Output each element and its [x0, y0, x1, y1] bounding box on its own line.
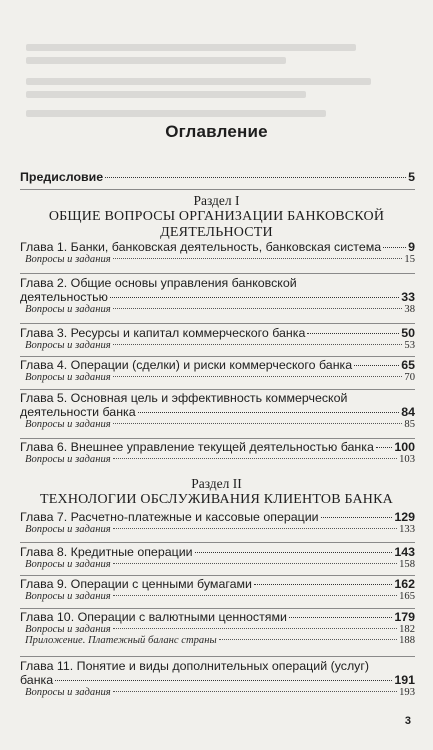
chapter-label: Глава 6. Внешнее управление текущей деятельностью банка	[20, 440, 374, 454]
chapter-page: 143	[394, 545, 415, 559]
chapter-page: 129	[394, 510, 415, 524]
sub-label: Вопросы и задания	[25, 524, 111, 535]
divider	[20, 356, 415, 357]
chapter-label-line1: Глава 2. Общие основы управления банковской	[20, 276, 297, 290]
sub-page: 165	[399, 591, 415, 602]
sub-page: 15	[404, 254, 415, 265]
leader-dots	[219, 639, 397, 640]
toc-chapter[interactable]	[20, 326, 415, 351]
section-heading	[0, 476, 433, 508]
chapter-page: 65	[401, 358, 415, 372]
preface-label: Предисловие	[20, 170, 104, 184]
chapter-page: 100	[394, 440, 415, 454]
chapter-label-line2: банка	[20, 673, 54, 687]
sub-page: 133	[399, 524, 415, 535]
section-name-line1: ТЕХНОЛОГИИ ОБСЛУЖИВАНИЯ КЛИЕНТОВ БАНКА	[40, 492, 393, 507]
divider	[20, 542, 415, 543]
toc-chapter[interactable]	[20, 545, 415, 570]
leader-dots	[195, 552, 393, 553]
leader-dots	[354, 365, 399, 366]
page-number: 3	[404, 715, 411, 727]
section-name-line2: ДЕЯТЕЛЬНОСТИ	[160, 225, 273, 240]
sub-page: 85	[404, 419, 415, 430]
chapter-page: 84	[401, 405, 415, 419]
toc-chapter[interactable]	[20, 391, 415, 430]
leader-dots	[113, 376, 403, 377]
sub-label: Вопросы и задания	[25, 254, 111, 265]
sub-label: Вопросы и задания	[25, 624, 111, 635]
leader-dots	[113, 423, 403, 424]
toc-chapter[interactable]	[20, 358, 415, 383]
section-name-line1: ОБЩИЕ ВОПРОСЫ ОРГАНИЗАЦИИ БАНКОВСКОЙ	[48, 209, 385, 224]
chapter-label: Глава 10. Операции с валютными ценностями	[20, 610, 287, 624]
leader-dots	[383, 247, 406, 248]
section-number: Раздел I	[193, 193, 240, 208]
leader-dots	[113, 458, 397, 459]
chapter-page: 33	[401, 290, 415, 304]
sub-label: Приложение. Платежный баланс страны	[25, 635, 217, 646]
divider	[20, 189, 415, 190]
chapter-label: Глава 8. Кредитные операции	[20, 545, 193, 559]
leader-dots	[307, 333, 399, 334]
divider	[20, 438, 415, 439]
sub-label: Вопросы и задания	[25, 340, 111, 351]
sub-label: Вопросы и задания	[25, 372, 111, 383]
chapter-label-line1: Глава 11. Понятие и виды дополнительных операций (услуг)	[20, 659, 370, 673]
leader-dots	[113, 563, 397, 564]
toc-chapter[interactable]	[20, 276, 415, 315]
leader-dots	[113, 258, 403, 259]
divider	[20, 323, 415, 324]
chapter-label: Глава 3. Ресурсы и капитал коммерческого банка	[20, 326, 306, 340]
chapter-label-line1: Глава 5. Основная цель и эффективность коммерческой	[20, 391, 348, 405]
chapter-label: Глава 9. Операции с ценными бумагами	[20, 577, 252, 591]
divider	[20, 608, 415, 609]
sub-page: 53	[404, 340, 415, 351]
chapter-page: 179	[394, 610, 415, 624]
divider	[20, 389, 415, 390]
sub-label: Вопросы и задания	[25, 559, 111, 570]
chapter-page: 50	[401, 326, 415, 340]
sub-label: Вопросы и задания	[25, 687, 111, 698]
chapter-page: 162	[394, 577, 415, 591]
toc-chapter[interactable]	[20, 659, 415, 698]
leader-dots	[113, 691, 397, 692]
chapter-page: 191	[394, 673, 415, 687]
sub-label: Вопросы и задания	[25, 304, 111, 315]
sub-label: Вопросы и задания	[25, 454, 111, 465]
reverse-page-bleed	[26, 40, 409, 126]
sub-label: Вопросы и задания	[25, 591, 111, 602]
preface-page: 5	[408, 170, 415, 184]
leader-dots	[113, 628, 397, 629]
sub-page: 103	[399, 454, 415, 465]
leader-dots	[113, 308, 403, 309]
chapter-page: 9	[408, 240, 415, 254]
leader-dots	[289, 617, 392, 618]
sub-page: 193	[399, 687, 415, 698]
leader-dots	[138, 412, 400, 413]
divider	[20, 656, 415, 657]
sub-page: 38	[404, 304, 415, 315]
sub-page: 188	[399, 635, 415, 646]
section-number: Раздел II	[191, 476, 242, 491]
leader-dots	[105, 177, 406, 178]
sub-page: 70	[404, 372, 415, 383]
chapter-label: Глава 4. Операции (сделки) и риски коммерческого банка	[20, 358, 353, 372]
leader-dots	[254, 584, 392, 585]
chapter-label: Глава 1. Банки, банковская деятельность, банковская система	[20, 240, 382, 254]
leader-dots	[113, 595, 397, 596]
chapter-label: Глава 7. Расчетно-платежные и кассовые операции	[20, 510, 319, 524]
leader-dots	[110, 297, 399, 298]
toc-chapter[interactable]	[20, 440, 415, 465]
chapter-label-line2: деятельности банка	[20, 405, 136, 419]
sub-page: 158	[399, 559, 415, 570]
toc-chapter[interactable]	[20, 577, 415, 602]
toc-chapter[interactable]	[20, 610, 415, 646]
divider	[20, 273, 415, 274]
chapter-label-line2: деятельностью	[20, 290, 108, 304]
leader-dots	[376, 447, 392, 448]
toc-preface[interactable]	[20, 170, 415, 184]
toc-title: Оглавление	[165, 122, 268, 141]
leader-dots	[55, 680, 392, 681]
divider	[20, 575, 415, 576]
sub-page: 182	[399, 624, 415, 635]
leader-dots	[113, 528, 397, 529]
toc-chapter[interactable]	[20, 510, 415, 535]
leader-dots	[113, 344, 403, 345]
leader-dots	[321, 517, 393, 518]
section-heading	[0, 193, 433, 241]
toc-chapter[interactable]	[20, 240, 415, 265]
sub-label: Вопросы и задания	[25, 419, 111, 430]
